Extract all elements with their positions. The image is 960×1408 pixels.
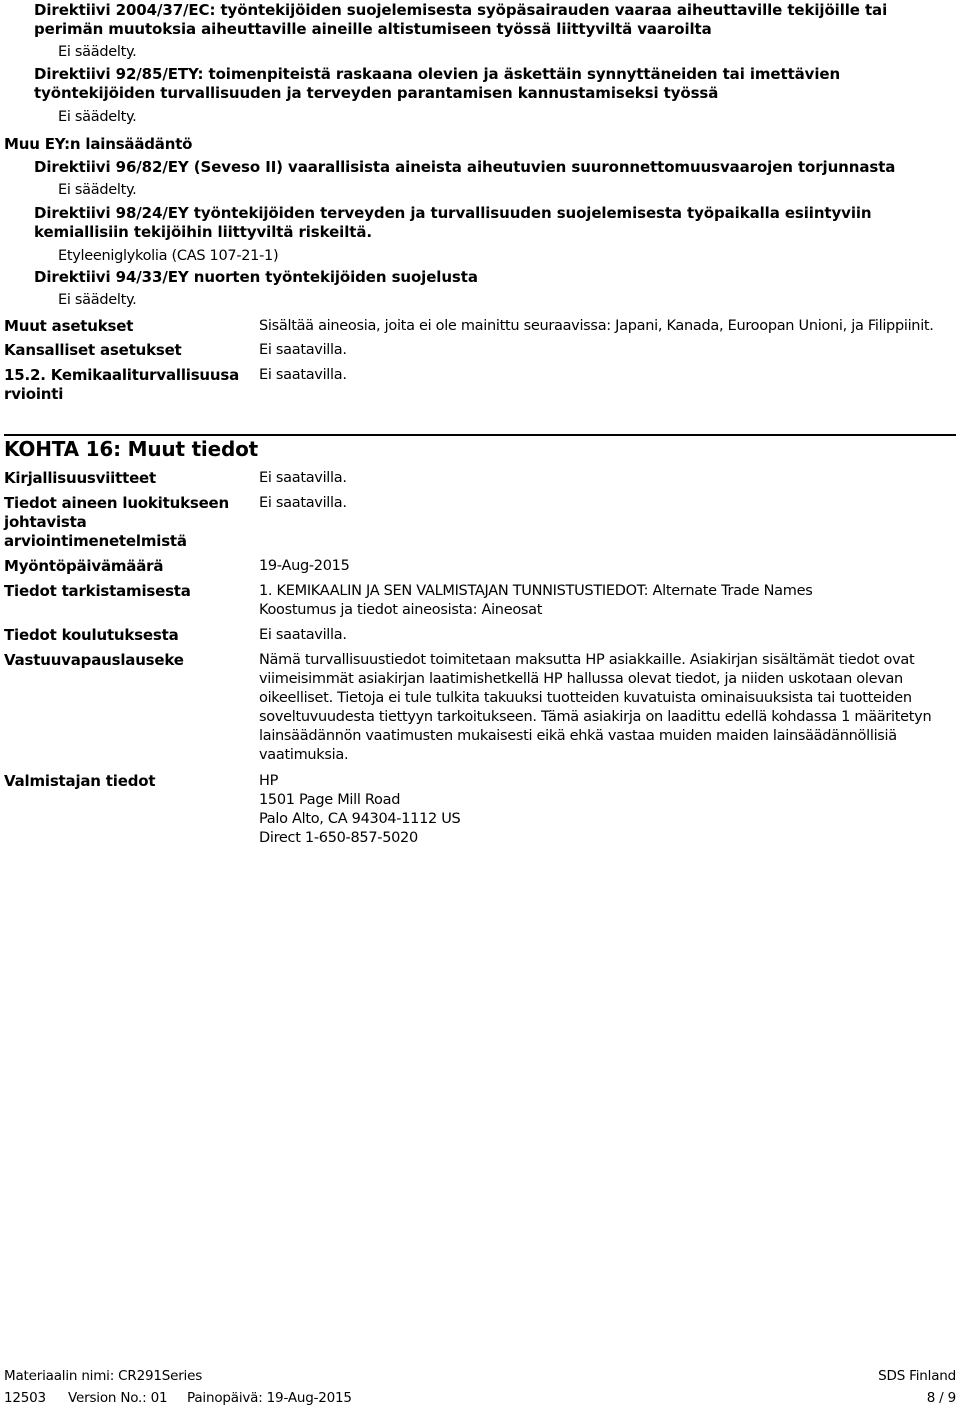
national-regulations-label: Kansalliset asetukset bbox=[4, 341, 182, 359]
literature-references-label: Kirjallisuusviitteet bbox=[4, 469, 156, 487]
other-regulations-label: Muut asetukset bbox=[4, 317, 134, 335]
directive-92-85-value: Ei säädelty. bbox=[58, 109, 137, 125]
national-regulations-value: Ei saatavilla. bbox=[259, 342, 347, 358]
directive-98-24-value: Etyleeniglykolia (CAS 107-21-1) bbox=[58, 248, 279, 264]
directive-92-85-title: Direktiivi 92/85/ETY: toimenpiteistä raskaana olevien ja äskettäin synnyttäneiden tai imettävien työntekijöiden turvallisuuden ja terveyden parantamisen kannustamiseksi työssä bbox=[34, 65, 841, 102]
chemical-safety-assessment-label: 15.2. Kemikaaliturvallisuusarviointi bbox=[4, 366, 240, 403]
directive-2004-37-value: Ei säädelty. bbox=[58, 44, 137, 60]
directive-98-24-title: Direktiivi 98/24/EY työntekijöiden terveyden ja turvallisuuden suojelemisesta työpaikalla esiintyviin kemiallisiin tekijöihin liittyviltä riskeiltä. bbox=[34, 204, 872, 241]
disclaimer-label: Vastuuvapauslauseke bbox=[4, 651, 184, 669]
disclaimer-value: Nämä turvallisuustiedot toimitetaan maksutta HP asiakkaille. Asiakirjan sisältämät tiedot ovat viimeisimmät asiakirjan laatimishetkellä HP hallussa olevat tiedot, ja niiden uskotaan olevan oikeelliset. Tietoja ei tule tulkita takuuksi tuotteiden kuvatuista ominaisuuksista tai tuotteiden soveltuvuudesta tiettyyn tarkoitukseen. Tämä asiakirja on laadittu edellä kohdassa 1 määritetyn lainsäädännön vaatimusten mukaisesti eikä ehkä vastaa muiden maiden lainsäädännöllisiä vaatimuksia. bbox=[259, 652, 932, 763]
chemical-safety-assessment-value: Ei saatavilla. bbox=[259, 367, 347, 383]
classification-methods-label: Tiedot aineen luokitukseen johtavista arviointimenetelmistä bbox=[4, 494, 229, 550]
footer-doc-number: 12503 bbox=[4, 1390, 46, 1406]
issue-date-label: Myöntöpäivämäärä bbox=[4, 557, 164, 575]
other-eu-legislation-label: Muu EY:n lainsäädäntö bbox=[4, 135, 193, 153]
literature-references-value: Ei saatavilla. bbox=[259, 470, 347, 486]
classification-methods-value: Ei saatavilla. bbox=[259, 495, 347, 511]
training-information-label: Tiedot koulutuksesta bbox=[4, 626, 179, 644]
footer-page-number: 8 / 9 bbox=[926, 1390, 956, 1406]
directive-94-33-title: Direktiivi 94/33/EY nuorten työntekijöiden suojelusta bbox=[34, 268, 478, 286]
revision-information-label: Tiedot tarkistamisesta bbox=[4, 582, 191, 600]
training-information-value: Ei saatavilla. bbox=[259, 627, 347, 643]
issue-date-value: 19-Aug-2015 bbox=[259, 558, 350, 574]
footer-sds-region: SDS Finland bbox=[878, 1368, 956, 1384]
directive-96-82-value: Ei säädelty. bbox=[58, 182, 137, 198]
footer-material-name: Materiaalin nimi: CR291Series bbox=[4, 1368, 203, 1384]
footer-print-date: Painopäivä: 19-Aug-2015 bbox=[187, 1390, 352, 1406]
manufacturer-information-value: HP 1501 Page Mill Road Palo Alto, CA 94304-1112 US Direct 1-650-857-5020 bbox=[259, 773, 461, 846]
section-divider bbox=[4, 434, 956, 436]
directive-94-33-value: Ei säädelty. bbox=[58, 292, 137, 308]
directive-2004-37-title: Direktiivi 2004/37/EC: työntekijöiden suojelemisesta syöpäsairauden vaaraa aiheuttaville tekijöille tai perimän muutoksia aiheuttaville aineille altistumiseen työssä liittyviltä vaaroilta bbox=[34, 1, 888, 38]
directive-96-82-title: Direktiivi 96/82/EY (Seveso II) vaarallisista aineista aiheutuvien suuronnettomuusvaarojen torjunnasta bbox=[34, 158, 896, 176]
footer-version: Version No.: 01 bbox=[68, 1390, 168, 1406]
other-regulations-value: Sisältää aineosia, joita ei ole mainittu seuraavissa: Japani, Kanada, Euroopan Unioni, ja Filippiinit. bbox=[259, 318, 934, 334]
section-16-title: KOHTA 16: Muut tiedot bbox=[4, 437, 258, 461]
manufacturer-information-label: Valmistajan tiedot bbox=[4, 772, 156, 790]
revision-information-value: 1. KEMIKAALIN JA SEN VALMISTAJAN TUNNISTUSTIEDOT: Alternate Trade Names Koostumus ja tiedot aineosista: Aineosat bbox=[259, 583, 813, 618]
